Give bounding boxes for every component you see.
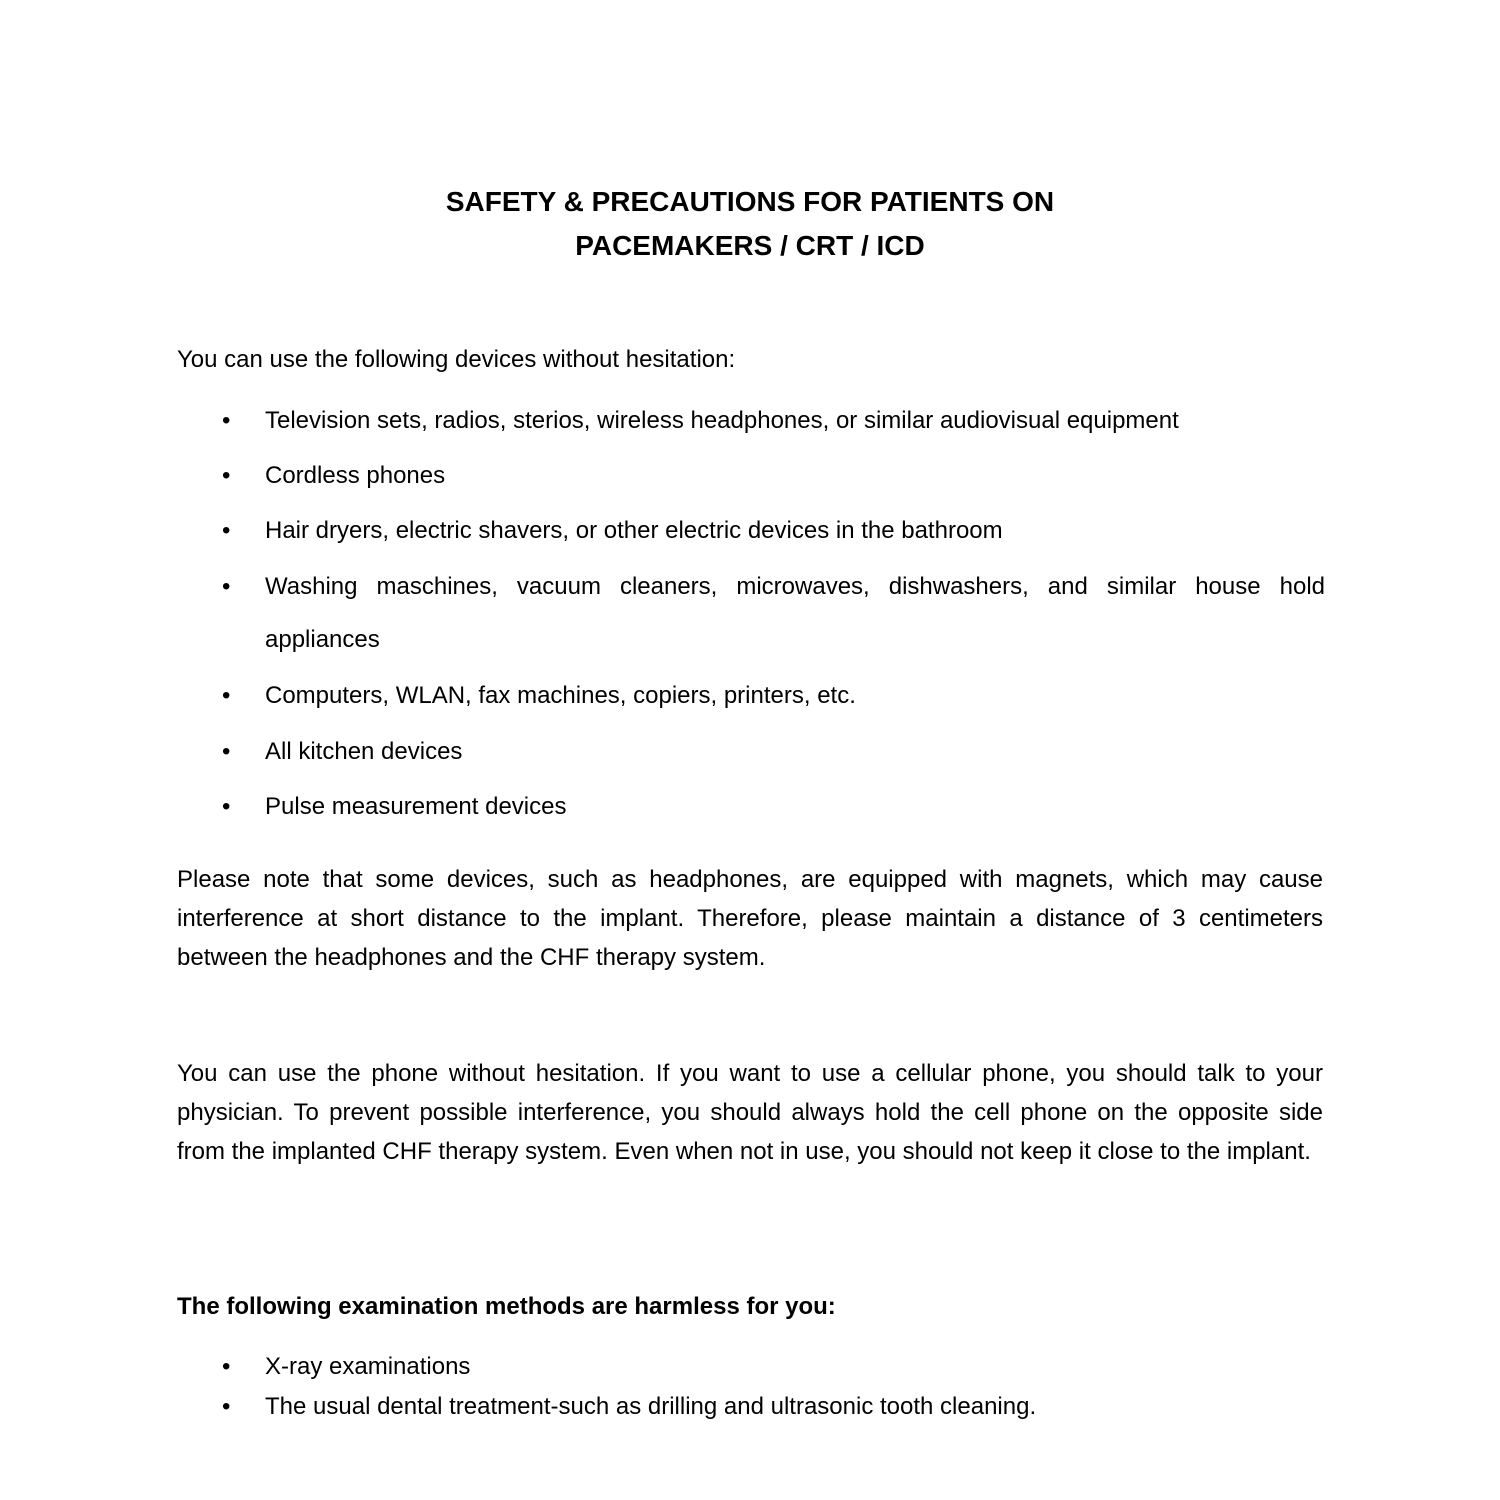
list-item: • Computers, WLAN, fax machines, copiers, printers, etc. <box>265 669 1325 722</box>
title-line-2: PACEMAKERS / CRT / ICD <box>575 230 925 261</box>
list-item: • X-ray examinations <box>265 1341 1325 1393</box>
intro-text: You can use the following devices without hesitation: <box>177 346 736 373</box>
list-item: • Washing maschines, vacuum cleaners, microwaves, dishwashers, and similar house hold appliances <box>265 560 1325 666</box>
phone-note: You can use the phone without hesitation. If you want to use a cellular phone, you should talk to your physician. To prevent possible interference, you should always hold the cell phone on the opposite side from the implanted CHF therapy system. Even when not in use, you should not keep it close to the implant. <box>177 1060 1323 1165</box>
list-item: • The usual dental treatment-such as drilling and ultrasonic tooth cleaning. <box>265 1381 1325 1433</box>
title-line-1: SAFETY & PRECAUTIONS FOR PATIENTS ON <box>445 186 1055 217</box>
list-item: • All kitchen devices <box>265 725 1325 778</box>
list-item: • Hair dryers, electric shavers, or other electric devices in the bathroom <box>265 504 1325 557</box>
exam-heading: The following examination methods are harmless for you: <box>177 1293 836 1320</box>
list-item: • Cordless phones <box>265 449 1325 502</box>
list-item: • Television sets, radios, sterios, wireless headphones, or similar audiovisual equipment <box>265 394 1325 447</box>
magnet-note: Please note that some devices, such as headphones, are equipped with magnets, which may cause interference at short distance to the implant. Therefore, please maintain a distance of 3 centimeters between the headphones and the CHF therapy system. <box>177 866 1323 971</box>
document-title <box>0 180 1500 268</box>
list-item: • Pulse measurement devices <box>265 780 1325 833</box>
